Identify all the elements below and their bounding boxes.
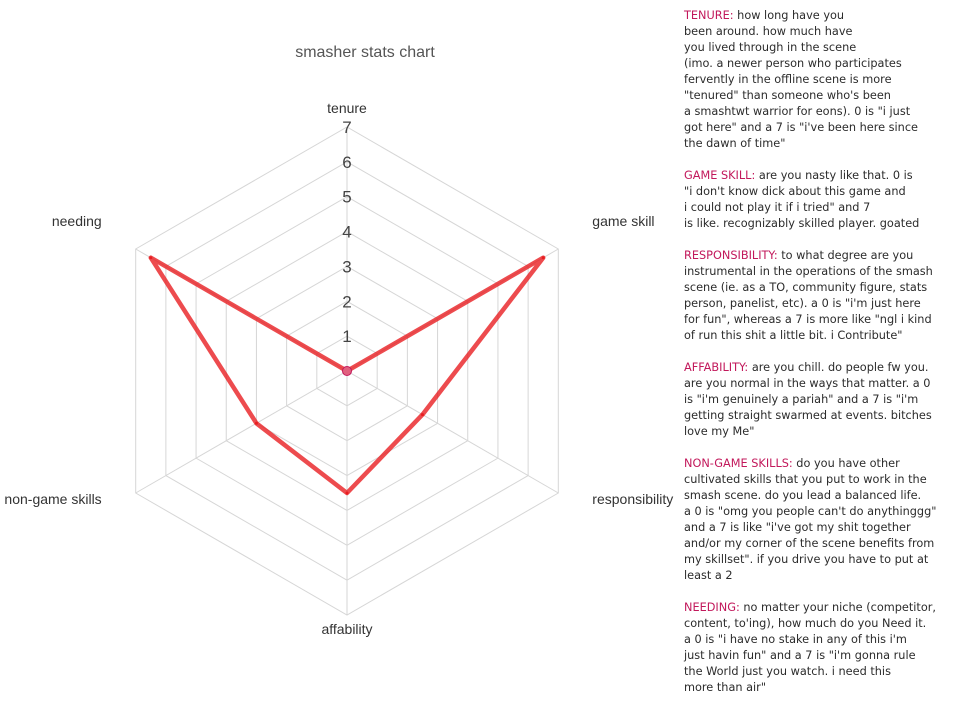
tick-label-1: 1 xyxy=(342,327,352,347)
series-point-4 xyxy=(255,422,258,425)
note-title: RESPONSIBILITY: xyxy=(684,249,778,262)
note-title: NON-GAME SKILLS: xyxy=(684,457,793,470)
note-4 xyxy=(684,456,956,584)
note-title: GAME SKILL: xyxy=(684,169,756,182)
tick-label-7: 7 xyxy=(342,118,352,137)
note-text: are you nasty like that. 0 is "i don't know dick about this game and i could not play it if i tried" and 7 is like. recognizably skilled player. goated xyxy=(684,169,920,230)
note-text: to what degree are you instrumental in the operations of the smash scene (ie. as a TO, community figure, stats person, panelist, etc). a 0 is "i'm just here for fun", whereas a 7 is more like "ngl i kind of run this shit a little bit. i Contribute" xyxy=(684,249,933,342)
note-text: are you chill. do people fw you. are you normal in the ways that matter. a 0 is "i'm genuinely a pariah" and a 7 is "i'm getting straight swarmed at events. bitches love my Me" xyxy=(684,361,932,438)
note-1 xyxy=(684,168,956,232)
note-text: do you have other cultivated skills that you put to work in the smash scene. do you lead a balanced life. a 0 is "omg you people can't do anythinggg" and a 7 is like "i've got my shit together and/or my corner of the scene benefits from my skillset". if you drive you have to put at least a 2 xyxy=(684,457,937,582)
axis-label-needing: needing xyxy=(51,213,102,229)
series-point-3 xyxy=(346,492,349,495)
axis-label-non-game-skills: non-game skills xyxy=(4,491,102,507)
axis-label-responsibility: responsibility xyxy=(592,491,674,507)
tick-label-3: 3 xyxy=(342,257,352,277)
note-5 xyxy=(684,600,956,696)
note-2 xyxy=(684,248,956,344)
series-point-0 xyxy=(343,367,352,376)
tick-label-5: 5 xyxy=(342,187,352,207)
spoke-4 xyxy=(136,371,347,493)
note-3 xyxy=(684,360,956,440)
series-point-2 xyxy=(421,413,424,416)
stat-definitions xyxy=(684,8,956,712)
note-title: NEEDING: xyxy=(684,601,740,614)
tick-label-6: 6 xyxy=(342,152,352,172)
note-text: how long have you been around. how much have you lived through in the scene (imo. a newer person who participates fervently in the offline scene is more "tenured" than someone who's been a smashtwt warrior for eons). 0 is "i just got here" and a 7 is "i've been here since the dawn of time" xyxy=(684,9,918,150)
series-point-1 xyxy=(542,256,545,259)
axis-label-affability: affability xyxy=(321,621,373,637)
tick-label-2: 2 xyxy=(342,292,352,312)
axis-label-tenure: tenure xyxy=(327,100,367,116)
chart-title: smasher stats chart xyxy=(295,44,435,61)
axis-label-game-skill: game skill xyxy=(592,213,655,229)
note-title: TENURE: xyxy=(684,9,734,22)
spoke-2 xyxy=(347,371,558,493)
series-point-5 xyxy=(149,256,152,259)
tick-label-4: 4 xyxy=(342,222,352,242)
note-title: AFFABILITY: xyxy=(684,361,749,374)
note-text: no matter your niche (competitor, content, to'ing), how much do you Need it. a 0 is "i have no stake in any of this i'm just havin fun" and a 7 is "i'm gonna rule the World just you watch. i need this more than air" xyxy=(684,601,937,694)
note-0 xyxy=(684,8,956,152)
